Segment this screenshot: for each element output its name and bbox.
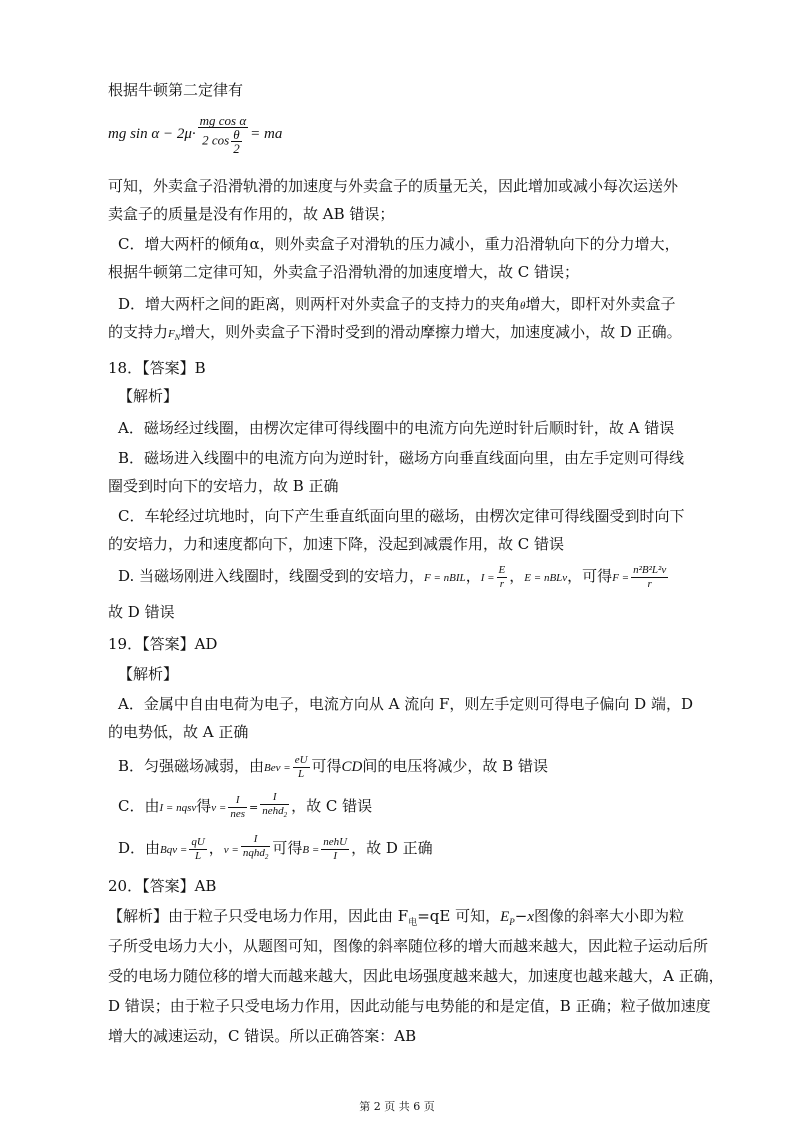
- text-line: 子所受电场力大小，从题图可知，图像的斜率随位移的增大而越来越大，因此粒子运动后所: [108, 937, 709, 955]
- theta-symbol: θ: [520, 300, 526, 312]
- text-line: 圈受到时向下的安培力，故 B 正确: [108, 477, 339, 495]
- text-line: 故 D 错误: [108, 603, 175, 621]
- eq-left: mg sin α − 2μ·: [108, 126, 196, 142]
- text-line: D．增大两杆之间的距离，则两杆对外卖盒子的支持力的夹角θ增大，即杆对外卖盒子: [118, 295, 676, 313]
- analysis-label: 【解析】: [118, 387, 179, 405]
- text-line: C．增大两杆的倾角α，则外卖盒子对滑轨的压力减小，重力沿滑轨向下的分力增大，: [118, 235, 680, 253]
- text-line: B．磁场进入线圈中的电流方向为逆时针，磁场方向垂直线面向里，由左手定则可得线: [118, 449, 685, 467]
- eq-fraction: [198, 114, 249, 155]
- answer-heading: 18．【答案】B: [108, 359, 206, 377]
- text-line: 根据牛顿第二定律可知，外卖盒子沿滑轨滑的加速度增大，故 C 错误；: [108, 263, 580, 281]
- eq-num: mg cos α: [199, 112, 247, 128]
- text-line: 受的电场力随位移的增大而越来越大，因此电场强度越来越大，加速度也越来越大，A 正确，: [108, 967, 724, 985]
- equation-line: C．由I = nqsv得v = $\frac{I}{\text{nes}}$ = $\frac{I}{nehd_2}$ ，故 C 错误: [118, 791, 373, 820]
- text-line: 的电势低，故 A 正确: [108, 723, 249, 741]
- fn-symbol: $F_N$: [168, 328, 181, 343]
- page-footer: 第 2 页 共 6 页: [359, 1100, 435, 1113]
- text-line: 的支持力$F_N$增大，则外卖盒子下滑时受到的滑动摩擦力增大，加速度减小，故 D 正确。: [108, 323, 682, 343]
- text-line: 卖盒子的质量是没有作用的，故 AB 错误；: [108, 205, 395, 223]
- equation-line: B．匀强磁场减弱，由Bev = $\frac{eU}{L}$ 可得CD间的电压将减少，故 B 错误: [118, 753, 548, 780]
- eq-den: 2 cos $\frac{\theta}{2}$: [202, 126, 240, 156]
- eq-right: = ma: [250, 126, 283, 142]
- text-line: C．车轮经过坑地时，向下产生垂直纸面向里的磁场，由楞次定律可得线圈受到时向下: [118, 507, 685, 525]
- text-line: 的安培力，力和速度都向下，加速下降，没起到减震作用，故 C 错误: [108, 535, 565, 553]
- equation-line: D. 当磁场刚进入线圈时，线圈受到的安培力，F = nBIL，I = $\frac{E}{r}$ ，E = nBLv，可得F = $\frac{\text{n²B²L²v}}{r}$: [118, 563, 667, 590]
- equation-line: D．由Bqv = $\frac{qU}{L}$ ，v = $\frac{I}{nqhd_2}$ 可得B = $\frac{\text{nehU}}{I}$ ，故 D 正确: [118, 833, 433, 862]
- text-line: A．磁场经过线圈，由楞次定律可得线圈中的电流方向先逆时针后顺时针，故 A 错误: [118, 419, 675, 437]
- text-line: 根据牛顿第二定律有: [108, 81, 244, 99]
- equation-newton: [108, 108, 282, 158]
- text-line: 增大的减速运动，C 错误。所以正确答案：AB: [108, 1027, 417, 1045]
- text-line: 【解析】由于粒子只受电场力作用，因此由 $F_电=qE$ 可知，$E_P-x$图像的斜率大小即为粒: [108, 907, 685, 928]
- analysis-label: 【解析】: [118, 665, 179, 683]
- text-line: A．金属中自由电荷为电子，电流方向从 A 流向 F，则左手定则可得电子偏向 D 端，D: [118, 695, 693, 713]
- answer-heading: 19．【答案】AD: [108, 635, 218, 653]
- text-line: D 错误；由于粒子只受电场力作用，因此动能与电势能的和是定值，B 正确；粒子做加速度: [108, 997, 711, 1015]
- answer-heading: 20．【答案】AB: [108, 877, 217, 895]
- text-line: 可知，外卖盒子沿滑轨滑的加速度与外卖盒子的质量无关，因此增加或减小每次运送外: [108, 177, 679, 195]
